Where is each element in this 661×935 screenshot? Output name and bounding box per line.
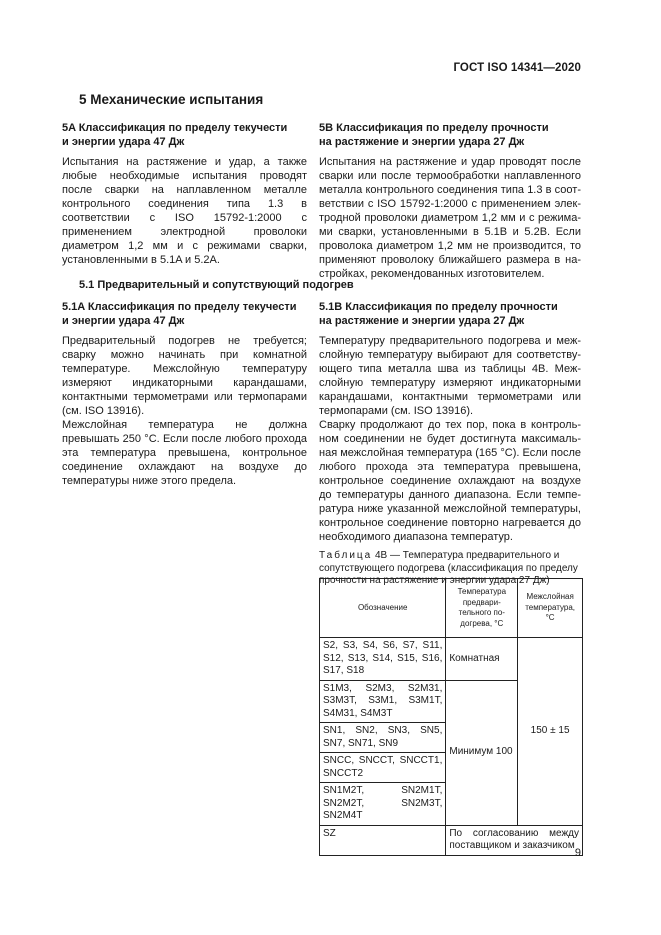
- heading-5-1b-line1: 5.1B Классификация по пределу прочности: [319, 301, 558, 313]
- heading-5a-line1: 5A Классификация по пределу текучести: [62, 122, 288, 134]
- section-5-1-title: 5.1 Предварительный и сопутствующий подогрев: [79, 279, 354, 291]
- table-4b-caption-text: 4B — Температура предварительного и сопутствующего подогрева (классификация по пределу прочности на растяжение и энергии удара 27 Дж): [319, 550, 578, 586]
- block-5-1a: [62, 300, 307, 488]
- text-5a: Испытания на растяжение и удар, а также любые необходимые испытания проводят после сварки на наплавленном металле контрольного соединения типа 1.3 в соответствии с ISO 15792-1:2000 с применением электродной проволоки диаметром 1,2 мм и с режимами сварки, установленными в 5.1A и 5.2A.: [62, 156, 307, 266]
- col-header-preheat: Температура предварительного подогрева, °С: [446, 579, 518, 638]
- col-header-interpass: Межслойная температура, °С: [518, 579, 583, 638]
- table-header-row: [320, 579, 583, 638]
- table-4b-caption-label: Таблица: [319, 550, 373, 561]
- heading-5a-line2: и энергии удара 47 Дж: [62, 136, 185, 148]
- section-5-title: 5 Механические испытания: [79, 92, 264, 107]
- table-4b: [319, 578, 583, 856]
- designation-cell: SN1, SN2, SN3, SN5, SN7, SN71, SN9: [320, 723, 446, 753]
- designation-cell: S1M3, S2M3, S2M31, S3M3T, S3M1, S3M1T, S4M31, S4M3T: [320, 680, 446, 723]
- table-row: [320, 825, 583, 855]
- designation-cell: SZ: [320, 825, 446, 855]
- block-5-1b: [319, 300, 581, 588]
- text-5-1a-para1: Предварительный подогрев не требуется; сварку можно начинать при комнатной температуре. Межслойную температуру измеряют индикаторными карандашами, контактными термометрами или термопарами (см. ISO 13916).: [62, 335, 307, 417]
- table-row: [320, 638, 583, 681]
- preheat-cell-min: Минимум 100: [446, 680, 518, 825]
- heading-5b-line1: 5B Классификация по пределу прочности: [319, 122, 549, 134]
- agreement-cell: По согласованию между поставщиком и заказчиком: [446, 825, 583, 855]
- block-5a: [62, 121, 307, 267]
- text-5-1a-para2: Межслойная температура не должна превышать 250 °C. Если после любого прохода эта температура превышена, контрольное соединение охлаждают на воздухе до температуры ниже этого предела.: [62, 419, 307, 487]
- designation-cell: S2, S3, S4, S6, S7, S11, S12, S13, S14, S15, S16, S17, S18: [320, 638, 446, 681]
- designation-cell: SNCC, SNCCT, SNCCT1, SNCCT2: [320, 753, 446, 783]
- text-5-1b-para1: Температуру предварительного подогрева и межслойную температуру выбирают для соответствующего типа металла шва из таблицы 4B. Межслойную температуру измеряют индикаторными карандашами, контактными термометрами или термопарами (см. ISO 13916).: [319, 335, 581, 417]
- heading-5-1a-line1: 5.1A Классификация по пределу текучести: [62, 301, 297, 313]
- standard-header: ГОСТ ISO 14341—2020: [453, 62, 581, 74]
- interpass-cell: 150 ± 15: [518, 638, 583, 826]
- text-5-1b-para2: Сварку продолжают до тех пор, пока в контрольном соединении не будет достигнута максимальная межслойная температура (165 °C). Если после любого прохода эта температура превышена, контрольное соединение охлаждают на воздухе до температуры данного диапазона. Если температура ниже указанной межслойной температуры, контрольное соединение повторно нагревается до необходимого диапазона температур.: [319, 419, 581, 543]
- preheat-cell-room: Комнатная: [446, 638, 518, 681]
- heading-5-1a-line2: и энергии удара 47 Дж: [62, 315, 185, 327]
- col-header-designation: Обозначение: [320, 579, 446, 638]
- text-5b: Испытания на растяжение и удар проводят после сварки или после термообработки наплавленного металла контрольного соединения типа 1.3 в соответствии с ISO 15792-1:2000 с применением электродной проволоки диаметром 1,2 мм и с режимами сварки, установленными в 5.1B и 5.2B. Если проволока диаметром 1,2 мм не производится, то применяют проволоку ближайшего размера в настройках, рекомендованных изготовителем.: [319, 156, 581, 280]
- heading-5-1b-line2: на растяжение и энергии удара 27 Дж: [319, 315, 525, 327]
- block-5b: [319, 121, 581, 281]
- heading-5b-line2: на растяжение и энергии удара 27 Дж: [319, 136, 525, 148]
- page-number: 9: [574, 847, 581, 859]
- designation-cell: SN1M2T, SN2M1T, SN2M2T, SN2M3T, SN2M4T: [320, 783, 446, 826]
